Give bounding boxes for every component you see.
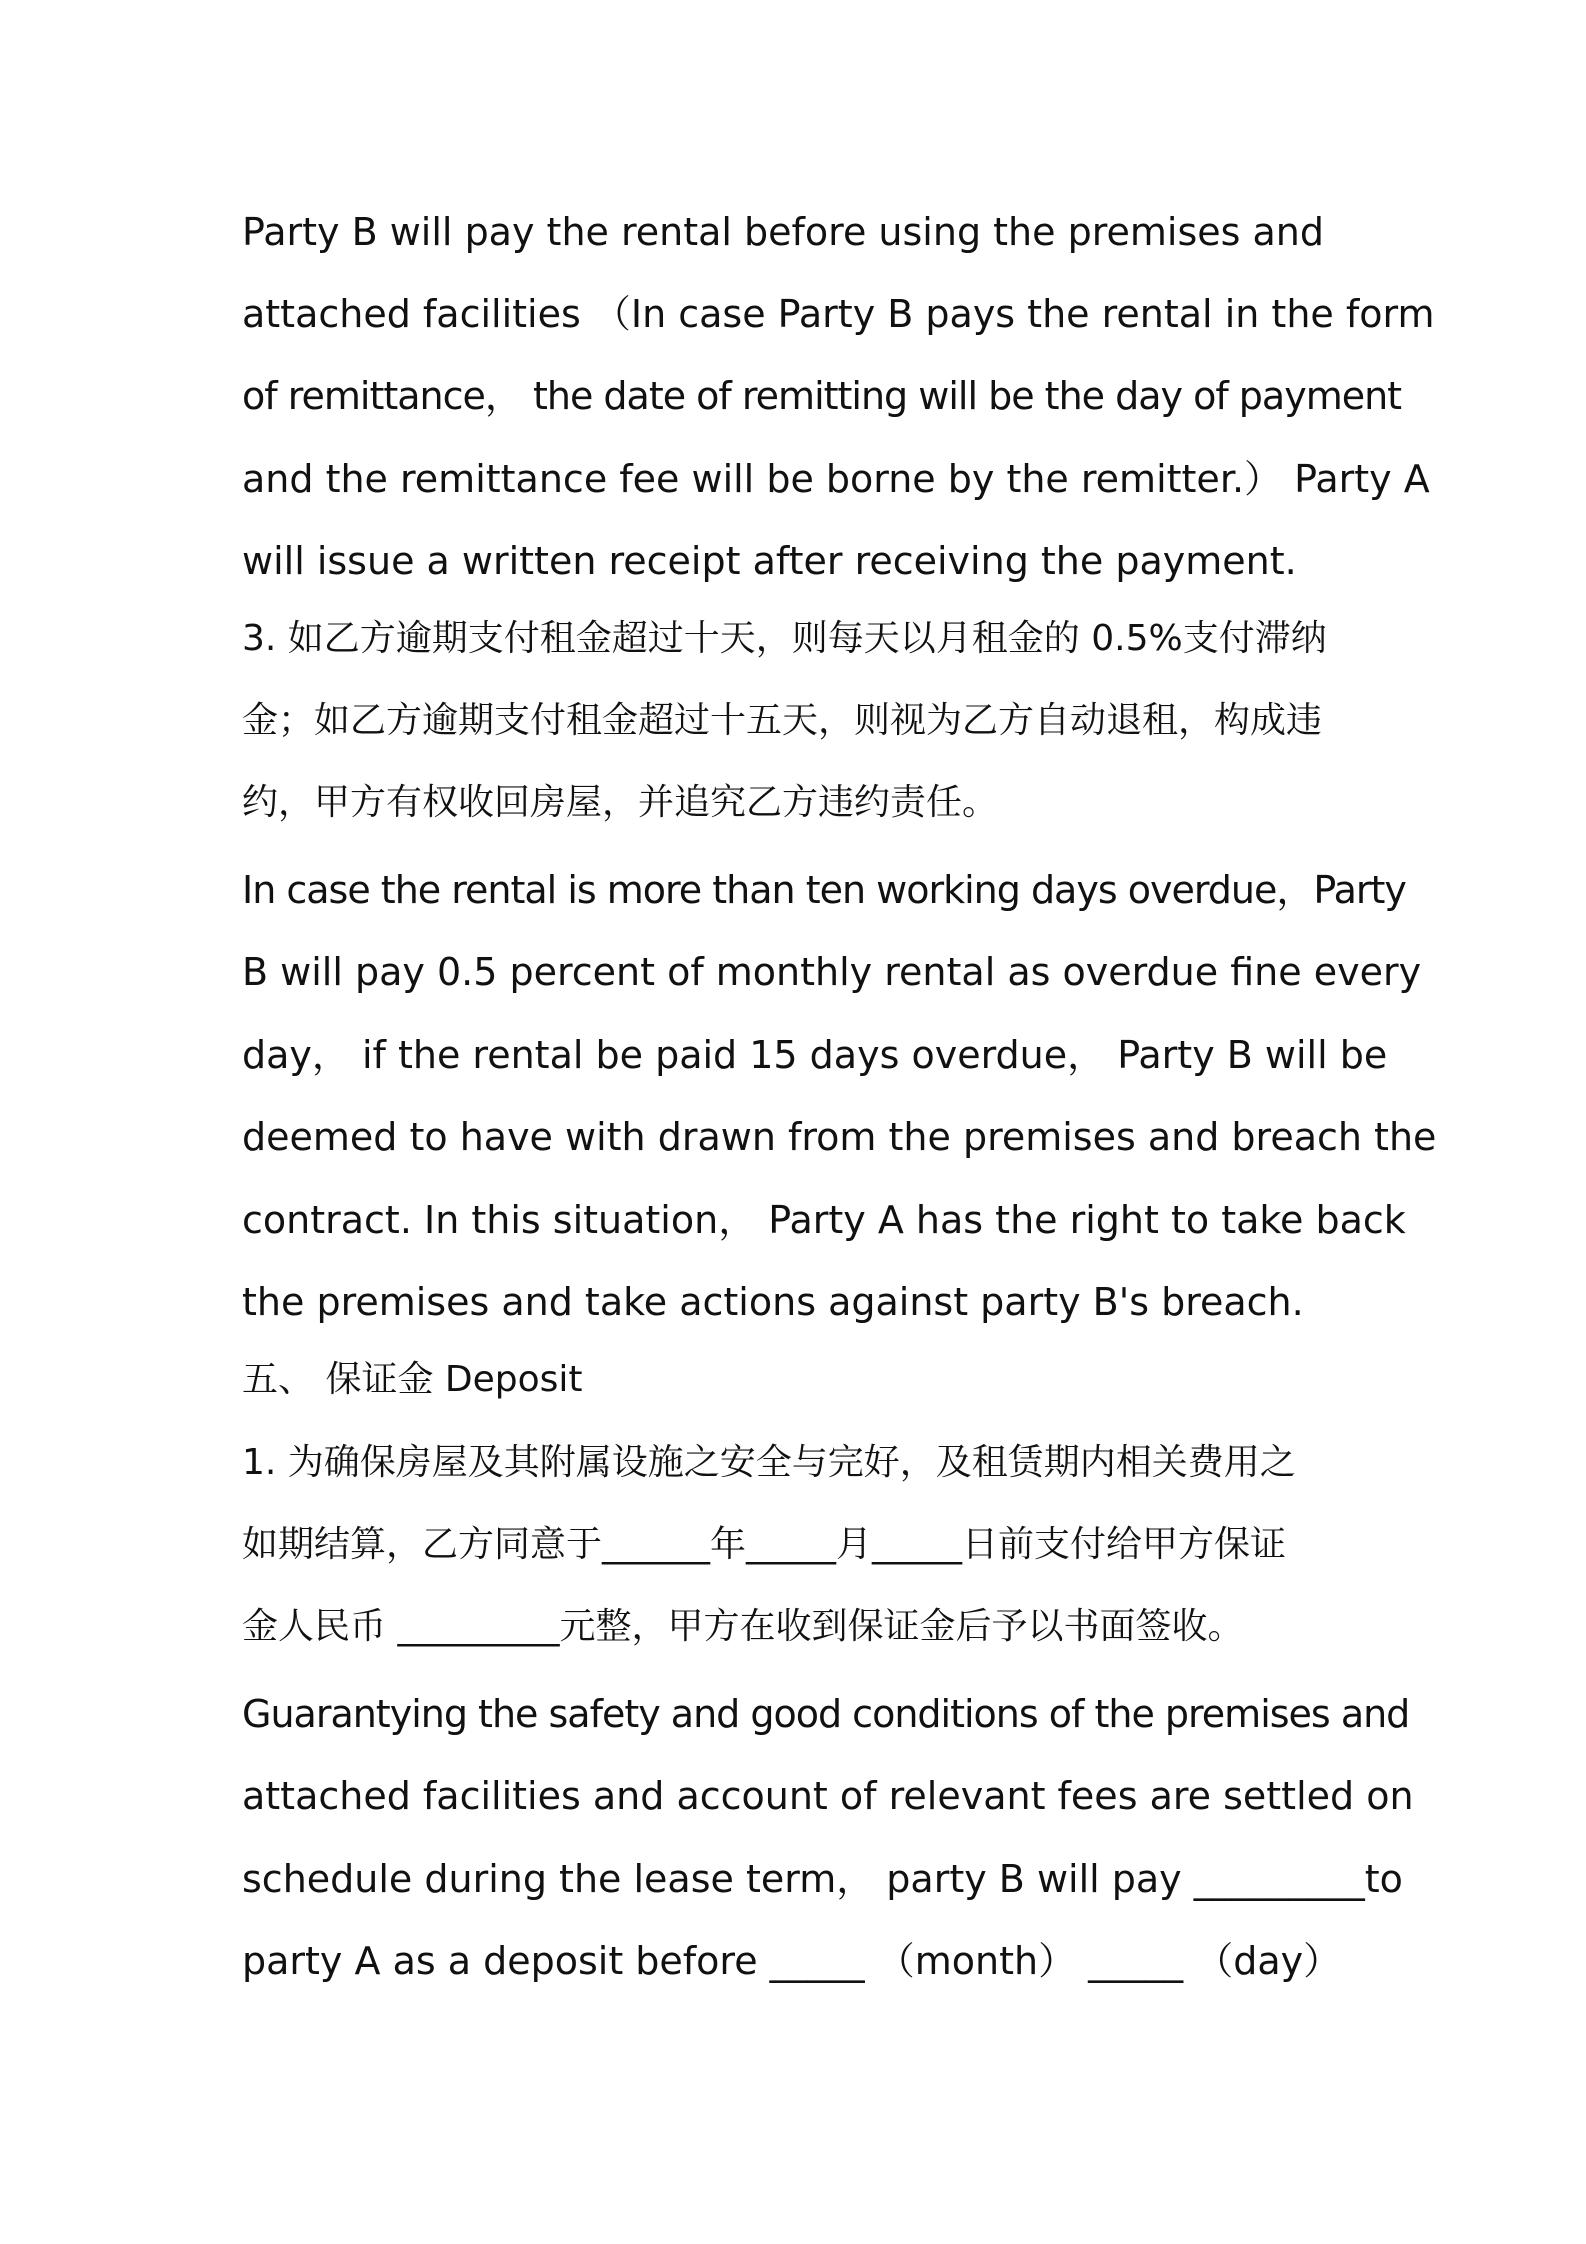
paragraph-line: party A as a deposit before _____ （month） _____ （day） bbox=[242, 1939, 1342, 1983]
paragraph-line: will issue a written receipt after receiving the payment. bbox=[242, 539, 1297, 583]
clause-1-line: 如期结算，乙方同意于______年_____月_____日前支付给甲方保证 bbox=[242, 1524, 1287, 1565]
clause-1-line: 1. 为确保房屋及其附属设施之安全与完好，及租赁期内相关费用之 bbox=[242, 1442, 1296, 1483]
paragraph-line: the premises and take actions against party B's breach. bbox=[242, 1280, 1304, 1324]
clause-3-line: 金；如乙方逾期支付租金超过十五天，则视为乙方自动退租，构成违 bbox=[242, 700, 1323, 741]
paragraph-line: B will pay 0.5 percent of monthly rental as overdue fine every bbox=[242, 950, 1422, 994]
paragraph-line: attached facilities and account of relevant fees are settled on bbox=[242, 1774, 1414, 1818]
clause-1-line: 金人民币 _________元整，甲方在收到保证金后予以书面签收。 bbox=[242, 1606, 1244, 1647]
paragraph-line: attached facilities （In case Party B pays the rental in the form bbox=[242, 292, 1435, 336]
paragraph-line: and the remittance fee will be borne by the remitter.） Party A bbox=[242, 457, 1430, 501]
paragraph-line: deemed to have with drawn from the premises and breach the bbox=[242, 1115, 1437, 1159]
paragraph-line: schedule during the lease term， party B will pay _________to bbox=[242, 1857, 1403, 1901]
paragraph-line: of remittance， the date of remitting will be the day of payment bbox=[242, 374, 1402, 418]
paragraph-line: In case the rental is more than ten working days overdue，Party bbox=[242, 868, 1406, 912]
clause-3-line: 3. 如乙方逾期支付租金超过十天，则每天以月租金的 0.5%支付滞纳 bbox=[242, 618, 1327, 659]
paragraph-line: day， if the rental be paid 15 days overdue， Party B will be bbox=[242, 1033, 1388, 1077]
paragraph-line: contract. In this situation， Party A has the right to take back bbox=[242, 1198, 1406, 1242]
paragraph-line: Party B will pay the rental before using the premises and bbox=[242, 210, 1324, 254]
section-heading-deposit: 五、 保证金 Deposit bbox=[242, 1359, 583, 1400]
clause-3-line: 约，甲方有权收回房屋，并追究乙方违约责任。 bbox=[242, 782, 999, 823]
paragraph-line: Guarantying the safety and good conditions of the premises and bbox=[242, 1692, 1410, 1736]
